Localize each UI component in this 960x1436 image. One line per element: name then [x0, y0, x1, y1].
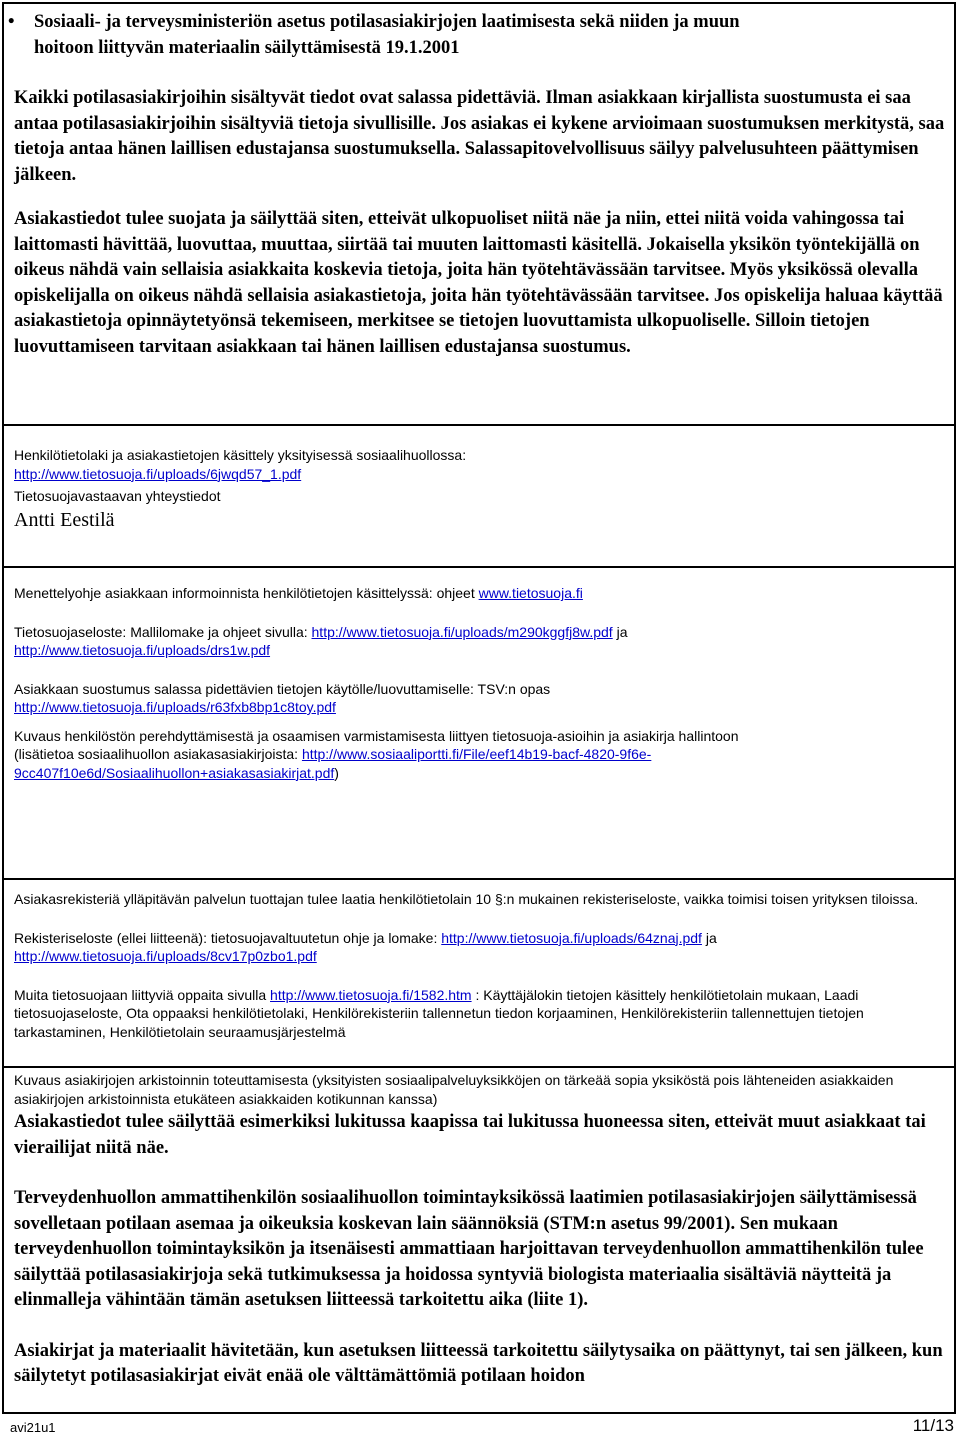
archiving-description: Kuvaus asiakirjojen arkistoinnin toteuttamisesta (yksityisten sosiaalipalveluyksikköjen on tärkeää sopia yksiköstä pois lähteneiden asiakkaiden asiakirjojen arkistoinnista etukäteen asiakkaiden kotikunnan kanssa) [14, 1072, 894, 1107]
bullet-icon: • [8, 12, 15, 32]
health-records-paragraph: Terveydenhuollon ammattihenkilön sosiaalihuollon toimintayksikössä laatimien potilasasiakirjojen säilyttämisessä sovelletaan potilaan asemaa ja oikeuksia koskevan lain säännöksiä (STM:n asetus 99/2001). Sen mukaan terveydenhuollon toimintayksikön ja itsenäisesti ammattiaan harjoittavan terveydenhuollon ammattihenkilön tulee säilyttää potilasasiakirjoja sekä tutkimuksessa ja hoidossa syntyviä biologista materiaalia sisältäviä näytteitä ja elinmalleja vähintään tämän asetuksen liitteessä tarkoitettu aika (liite 1). [14, 1188, 924, 1310]
privacy-notice-text: Tietosuojaseloste: Mallilomake ja ohjeet sivulla: [14, 623, 312, 640]
privacy-notice-link-2[interactable]: http://www.tietosuoja.fi/uploads/drs1w.pdf [14, 642, 271, 658]
register-form-conjunction: ja [701, 929, 717, 946]
register-form [14, 929, 946, 966]
other-guides-list: : Käyttäjälokin tietojen käsittely henkilötietolain mukaan, Laadi tietosuojaseloste, Ota oppaaksi henkilötietolaki, Henkilörekisteriin tallennetun tiedon korjaaminen, Henkilörekisteriin tallennettujen tietojen tarkastaminen, Henkilötietolain seuraamusjärjestelmä [14, 986, 864, 1040]
guideline-informing [14, 584, 946, 603]
orientation-more-info: (lisätietoa sosiaalihuollon asiakasasiakirjoista: [14, 746, 302, 762]
consent-text: Asiakkaan suostumus salassa pidettävien tietojen käytölle/luovuttamiselle: TSV:n opas [14, 680, 551, 697]
register-requirement: Asiakasrekisteriä ylläpitävän palvelun tuottajan tulee laatia henkilötietolain 10 §:n mukainen rekisteriseloste, vaikka toimisi toisen yrityksen tiloissa. [14, 891, 919, 907]
section-personal-data-act [2, 424, 956, 568]
section-heading [34, 10, 748, 61]
sosiaaliportti-link-a[interactable]: http://www.sosiaaliportti.fi/File/eef14b19-bacf-4820-9f6e- [301, 746, 652, 762]
heading-line-1: Sosiaali- ja terveysministeriön asetus potilasasiakirjojen laatimisesta sekä niiden ja muun [34, 12, 740, 32]
document-id: avi21u1 [10, 1420, 56, 1435]
guideline-informing-text: Menettelyohje asiakkaan informoinnista henkilötietojen käsittelyssä: ohjeet [14, 585, 479, 601]
storage-paragraph: Asiakastiedot tulee säilyttää esimerkiksi lukitussa kaapissa tai lukitussa huoneessa siten, etteivät muut asiakkaat tai vierailijat niitä näe. [14, 1112, 926, 1158]
guideline-staff-orientation [14, 727, 946, 783]
page-number: 11/13 [912, 1416, 954, 1435]
section-archiving [2, 1066, 956, 1414]
register-form-link-1[interactable]: http://www.tietosuoja.fi/uploads/64znaj.pdf [441, 929, 702, 946]
protection-paragraph: Asiakastiedot tulee suojata ja säilyttää siten, etteivät ulkopuoliset niitä näe ja niin, ettei niitä voida vahingossa tai laittomasti hävittää, luovuttaa, muuttaa, siirtää tai muuten laittomasti käsitellä. Jokaisella yksikön työntekijällä on oikeus nähdä vain sellaisia asiakkaita koskevia tietoja, joita hän työtehtävässään tarvitsee. Myös yksikössä olevalla opiskelijalla on oikeus nähdä sellaisia asiakastietoja, joita hän työtehtävässään tarvitsee. Jos opiskelija haluaa käyttää asiakastietoja opinnäytetyönsä tekemiseen, merkitsee se tietojen luovuttamista ulkopuoliselle. Silloin tietojen luovuttamiseen tarvitaan asiakkaan tai hänen laillisen edustajansa suostumus. [14, 209, 943, 357]
destruction-paragraph: Asiakirjat ja materiaalit hävitetään, kun asetuksen liitteessä tarkoitettu säilytysaika on päättynyt, tai sen jälkeen, kun säilytetyt potilasasiakirjat eivät enää ole välttämättömiä potilaan hoidon [14, 1340, 943, 1386]
guideline-privacy-notice [14, 623, 946, 660]
other-guides [14, 986, 946, 1042]
orientation-close-paren: ) [334, 764, 339, 781]
guideline-consent [14, 680, 946, 717]
section-guidelines [2, 566, 956, 880]
act-link[interactable]: http://www.tietosuoja.fi/uploads/6jwqd57_1.pdf [14, 465, 302, 482]
privacy-notice-link-1[interactable]: http://www.tietosuoja.fi/uploads/m290kggfj8w.pdf [311, 623, 613, 640]
act-description: Henkilötietolaki ja asiakastietojen käsittely yksityisessä sosiaalihuollossa: [14, 447, 467, 463]
section-patient-records [2, 2, 956, 426]
register-form-text: Rekisteriseloste (ellei liitteenä): tietosuojavaltuutetun ohje ja lomake: [14, 929, 442, 946]
sosiaaliportti-link-b[interactable]: 9cc407f10e6d/Sosiaalihuollon+asiakasasiakirjat.pdf [14, 764, 335, 781]
heading-row [4, 10, 954, 61]
privacy-officer-name: Antti Eestilä [14, 508, 115, 531]
register-form-link-2[interactable]: http://www.tietosuoja.fi/uploads/8cv17p0zbo1.pdf [14, 948, 317, 964]
privacy-notice-conjunction: ja [612, 623, 628, 640]
other-guides-text: Muita tietosuojaan liittyviä oppaita sivulla [14, 986, 271, 1003]
section-register [2, 878, 956, 1068]
consent-link[interactable]: http://www.tietosuoja.fi/uploads/r63fxb8bp1c8toy.pdf [14, 699, 336, 715]
orientation-text: Kuvaus henkilöstön perehdyttämisestä ja osaamisen varmistamisesta liittyen tietosuoja-asioihin ja asiakirja hallintoon [14, 727, 739, 744]
tietosuoja-link[interactable]: www.tietosuoja.fi [478, 585, 583, 601]
heading-line-2: hoitoon liittyvän materiaalin säilyttämisestä 19.1.2001 [34, 37, 460, 58]
confidentiality-paragraph: Kaikki potilasasiakirjoihin sisältyvät tiedot ovat salassa pidettäviä. Ilman asiakkaan kirjallista suostumusta ei saa antaa potilasasiakirjoihin sisältyviä tietoja sivullisille. Jos asiakas ei kykene arvioimaan suostumuksen merkitystä, saa tietoja antaa hänen laillisen edustajansa suostumuksella. Salassapitovelvollisuus säilyy palvelusuhteen päättymisen jälkeen. [14, 88, 945, 185]
privacy-officer-label: Tietosuojavastaavan yhteystiedot [14, 488, 221, 504]
other-guides-link[interactable]: http://www.tietosuoja.fi/1582.htm [270, 986, 472, 1003]
